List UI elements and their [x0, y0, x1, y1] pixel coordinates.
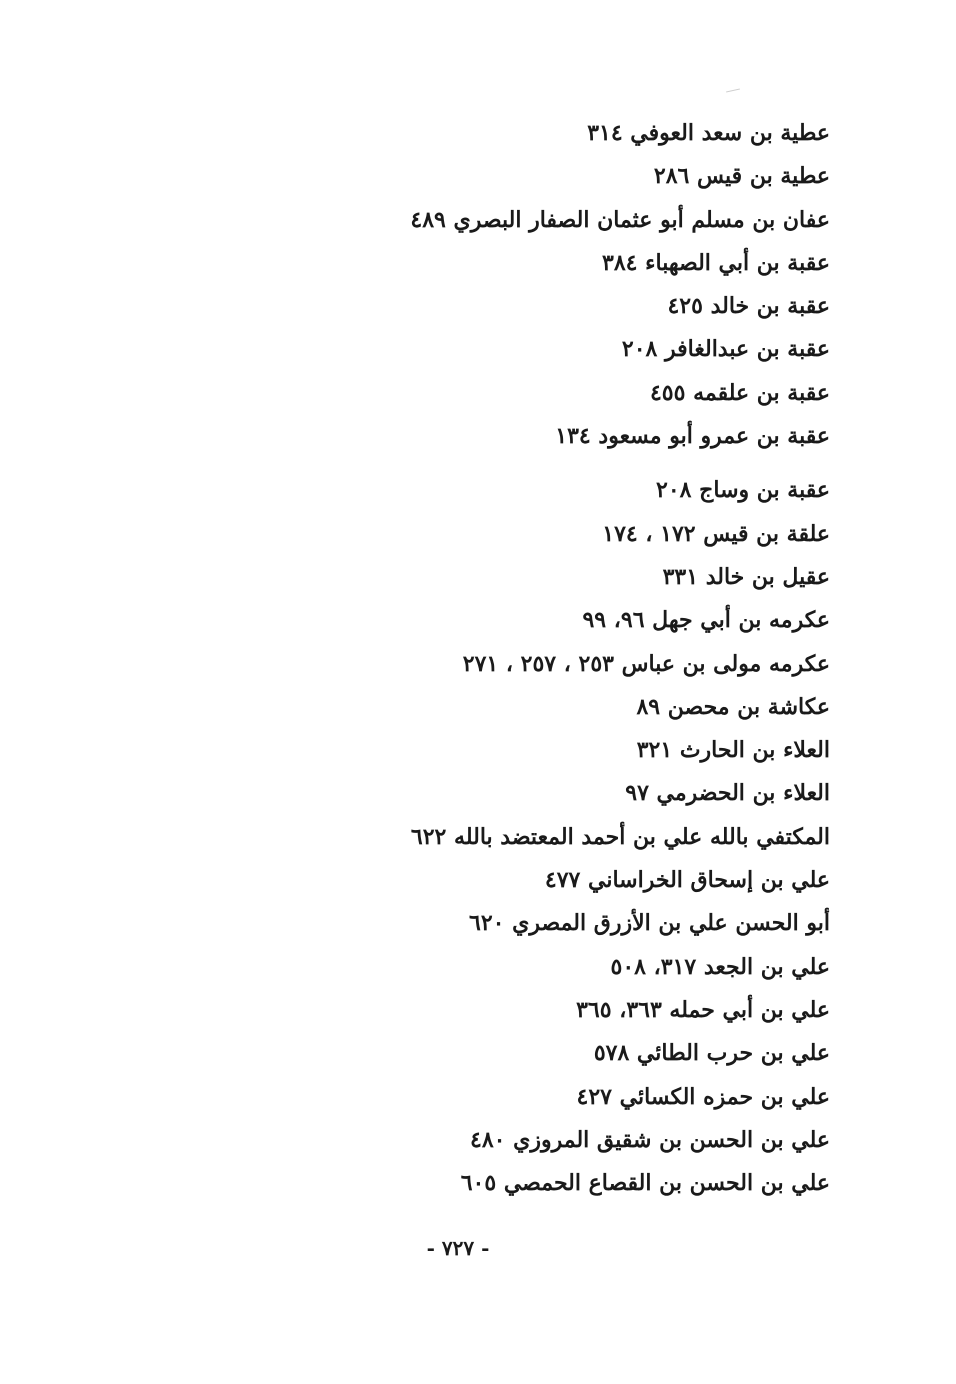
index-entry: علي بن الحسن بن القصاع الحمصي ٦٠٥ — [460, 1170, 830, 1197]
index-entry: أبو الحسن علي بن الأزرق المصري ٦٢٠ — [469, 910, 830, 937]
index-entry: عقبة بن علقمه ٤٥٥ — [649, 379, 830, 406]
index-entry: علقة بن قيس ١٧٢ ، ١٧٤ — [602, 520, 830, 547]
index-entry: علي بن إسحاق الخراساني ٤٧٧ — [544, 867, 830, 894]
index-entry: عكاشة بن محصن ٨٩ — [636, 693, 830, 720]
index-entry: العلاء بن الحارث ٣٢١ — [636, 737, 830, 764]
index-entry: عقبة بن عمرو أبو مسعود ١٣٤ — [555, 423, 830, 450]
index-entry: العلاء بن الحضرمي ٩٧ — [625, 780, 830, 807]
page-number: - ٧٢٧ - — [426, 1236, 490, 1260]
index-entry: علي بن الحسن بن شقيق المروزي ٤٨٠ — [470, 1126, 830, 1153]
index-entry: عطية بن قيس ٢٨٦ — [653, 163, 830, 190]
index-entry: عكرمه بن أبي جهل ٩٦، ٩٩ — [582, 607, 830, 634]
index-entry: عقيل بن خالد ٣٣١ — [662, 563, 830, 590]
index-entry: عقبة بن عبدالغافر ٢٠٨ — [621, 336, 830, 363]
index-entries — [310, 112, 830, 1205]
index-entry: علي بن حرب الطائي ٥٧٨ — [593, 1040, 830, 1067]
index-entry: عقبة بن أبي الصهباء ٣٨٤ — [602, 249, 830, 276]
scan-mark — [726, 89, 740, 93]
index-entry: علي بن حمزه الكسائي ٤٢٧ — [576, 1083, 830, 1110]
index-entry: عقبة بن خالد ٤٢٥ — [667, 293, 830, 320]
index-entry: علي بن أبي حمله ٣٦٣، ٣٦٥ — [576, 996, 830, 1023]
index-entry: عقبة بن وساج ٢٠٨ — [656, 477, 830, 504]
index-entry: علي بن الجعد ٣١٧، ٥٠٨ — [610, 953, 830, 980]
index-entry: عفان بن مسلم أبو عثمان الصفار البصري ٤٨٩ — [410, 206, 830, 233]
index-entry: عكرمه مولى بن عباس ٢٥٣ ، ٢٥٧ ، ٢٧١ — [462, 650, 830, 677]
index-entry: عطية بن سعد العوفي ٣١٤ — [587, 120, 830, 146]
index-entry: المكتفي بالله علي بن أحمد المعتضد بالله ٦٢٢ — [410, 823, 830, 850]
